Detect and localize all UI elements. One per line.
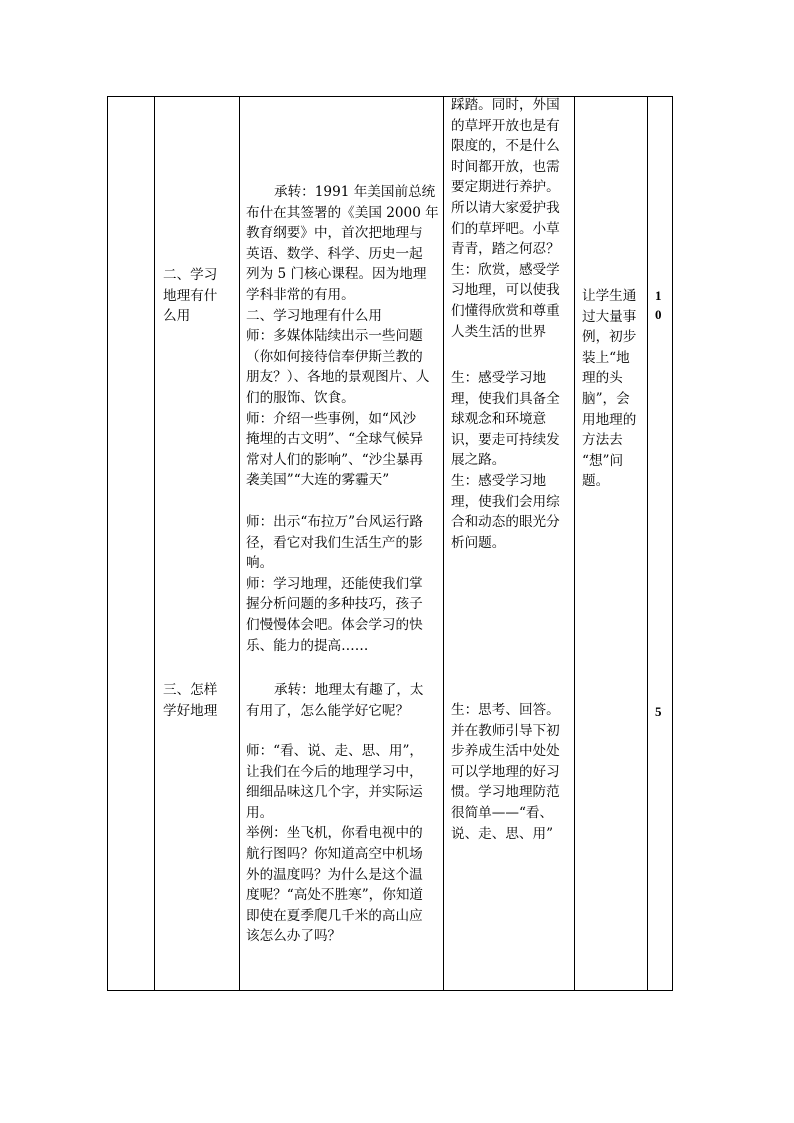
column-divider bbox=[443, 96, 444, 991]
table-border-top bbox=[107, 96, 673, 97]
table-border-left bbox=[107, 96, 108, 991]
column-divider bbox=[239, 96, 240, 991]
design-intent-block: 让学生通 过大量事 例，初步 装上“地 理的头 脑”，会 用地理的 方法去 “想”问 题。 bbox=[582, 288, 637, 490]
teacher-activity-block: 承转：1991 年美国前总统 布什在其签署的《美国 2000 年 教育纲要》中，首次把地理与 英语、数学、科学、历史一起 列为 5 门核心课程。因为地理 学科非常的有用。 二、学习地理有什么用 师：多媒体陆续出示一些问题 （你如何接待信奉伊斯兰教的 朋友？）、各地的景观图片、人 们的服饰、饮食。 师：介绍一些事例，如“风沙 掩埋的古文明”、“全球气候异 常对人们的影响”、“沙尘暴再 袭美国”“大连的雾霾天” bbox=[246, 184, 439, 489]
time-value: 5 bbox=[655, 704, 662, 719]
column-divider bbox=[647, 96, 648, 991]
column-divider bbox=[574, 96, 575, 991]
student-activity-block: 生：思考、回答。 并在教师引导下初 步养成生活中处处 可以学地理的好习 惯。学习地理防范 很简单——“看、 说、走、思、用” bbox=[451, 702, 560, 842]
table-border-right bbox=[672, 96, 673, 991]
table-border-bottom bbox=[107, 990, 673, 991]
time-value: 1 0 bbox=[655, 288, 662, 322]
column-divider bbox=[154, 96, 155, 991]
section-title-what-use: 二、学习 地理有什 么用 bbox=[163, 267, 218, 325]
teacher-activity-block: 承转：地理太有趣了，太 有用了，怎么能学好它呢？ bbox=[246, 682, 424, 719]
section-title-how-learn: 三、怎样 学好地理 bbox=[163, 682, 218, 719]
teacher-activity-block: 师：出示“布拉万”台风运行路 径，看它对我们生活生产的影 响。 师：学习地理，还能使我们掌 握分析问题的多种技巧，孩子 们慢慢体会吧。体会学习的快 乐、能力的提高…… bbox=[246, 514, 424, 654]
student-activity-block: 踩踏。同时，外国 的草坪开放也是有 限度的，不是什么 时间都开放，也需 要定期进行养护。 所以请大家爱护我 们的草坪吧。小草 青青，踏之何忍？ 生：欣赏，感受学 习地理，可以使我 们懂得欣赏和尊重 人类生活的世界 bbox=[451, 97, 560, 340]
student-activity-block: 生：感受学习地 理，使我们具备全 球观念和环境意 识，要走可持续发 展之路。 生：感受学习地 理，使我们会用综 合和动态的眼光分 析问题。 bbox=[451, 370, 560, 551]
teacher-activity-block: 师：“看、说、走、思、用”， 让我们在今后的地理学习中， 细细品味这几个字，并实际运 用。 举例：坐飞机，你看电视中的 航行图吗？你知道高空中机场 外的温度吗？为什么是这个温 度呢？“高处不胜寒”，你知道 即使在夏季爬几千米的高山应 该怎么办了吗？ bbox=[246, 743, 424, 945]
